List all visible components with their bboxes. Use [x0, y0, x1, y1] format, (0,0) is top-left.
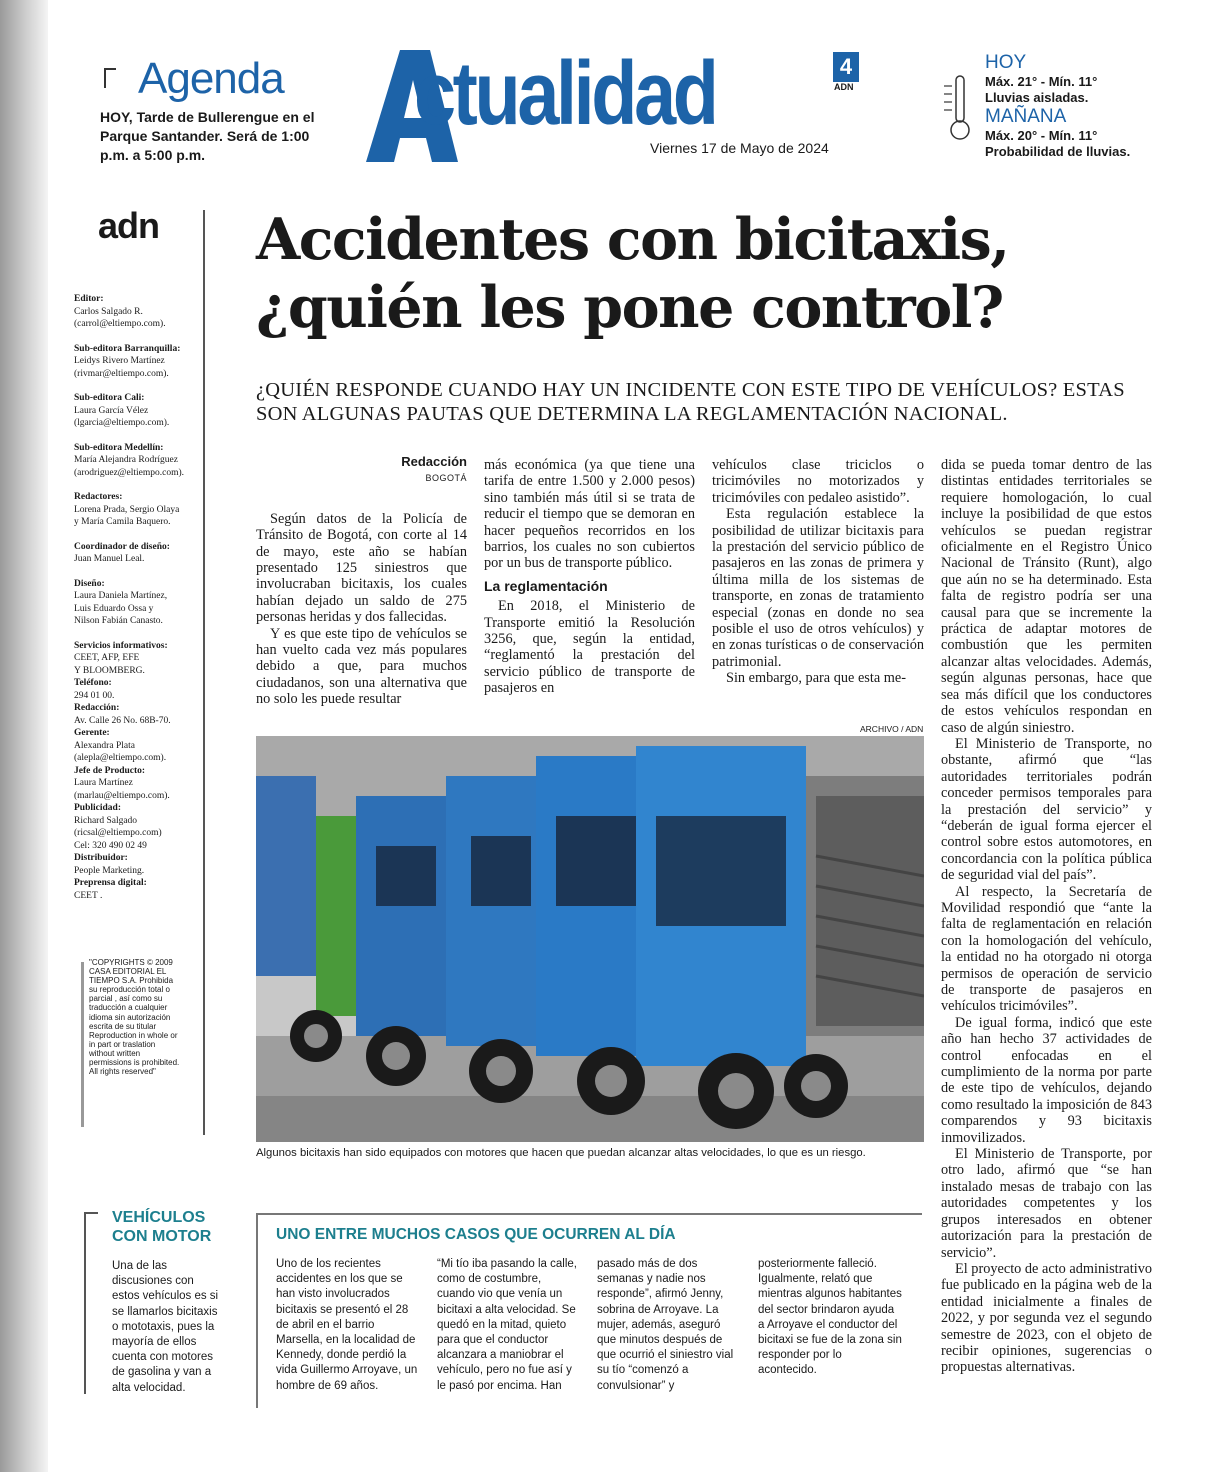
byline: [256, 454, 467, 487]
paragraph: De igual forma, indicó que este año han hecho 37 actividades de control enfocadas en el cumplimiento de la norma por parte de este tipo de vehículos, dejando como resultado la imposición de 843 comparendos y 93 bicitaxis inmovilizados.: [941, 1014, 1152, 1146]
agenda-text: HOY, Tarde de Bullerengue en el Parque Santander. Será de 1:00 p.m. a 5:00 p.m.: [100, 109, 315, 163]
staff-line: Juan Manuel Leal.: [74, 554, 145, 564]
thermometer-icon: [942, 72, 972, 142]
staff-line: Cel: 320 490 02 49: [74, 840, 147, 851]
staff-label: Distribuidor:: [74, 853, 128, 863]
staff-label: Sub-editora Cali:: [74, 393, 145, 403]
staff-label: Jefe de Producto:: [74, 765, 146, 776]
staff-line: (ricsal@eltiempo.com): [74, 828, 162, 838]
staff-entry: [74, 343, 204, 381]
weather-today-label: HOY: [985, 52, 1027, 73]
headline-line-2: ¿quién les pone control?: [256, 274, 1003, 341]
article-column-2: [484, 457, 695, 697]
staff-label: Servicios informativos:: [74, 640, 168, 651]
copyright-notice: "COPYRIGHTS © 2009 CASA EDITORIAL EL TIEMPO S.A. Prohibida su reproducción total o parcial , así como su traducción a cualquier idioma sin autorización escrita de su titular Reproduction in whole or in part or traslation without written permissions is prohibited. All rights reserved": [89, 958, 180, 1077]
sidebar-title-line-1: VEHÍCULOS: [112, 1209, 206, 1226]
page-number-badge: 4: [833, 52, 859, 82]
byline-location: BOGOTÁ: [425, 473, 467, 484]
staff-line: Nilson Fabián Canasto.: [74, 616, 163, 626]
staff-entry: [74, 802, 204, 852]
staff-line: Alexandra Plata: [74, 740, 135, 751]
staff-entry: [74, 765, 204, 803]
staff-credits: [74, 293, 204, 902]
article-column-3: [712, 457, 924, 687]
adn-logo: adn: [98, 205, 160, 246]
staff-line: (carrol@eltiempo.com).: [74, 319, 166, 329]
staff-label: Sub-editora Barranquilla:: [74, 343, 181, 354]
agenda-bracket: [104, 68, 116, 88]
staff-label: Coordinador de diseño:: [74, 541, 170, 552]
headline-line-1: Accidentes con bicitaxis,: [256, 206, 1009, 273]
sidebar-title-line-2: CON MOTOR: [112, 1228, 212, 1245]
staff-entry: [74, 541, 204, 566]
staff-line: (rivmar@eltiempo.com).: [74, 368, 169, 379]
weather-tomorrow-desc: Probabilidad de lluvias.: [985, 144, 1131, 159]
case-box-column-4: posteriormente falleció. Igualmente, relató que mientras algunos habitantes del sector brindaron ayuda a Arroyave el conductor del bicitaxi se fue de la zona sin responder por lo acontecido.: [758, 1258, 902, 1377]
article-column-4: [941, 457, 1152, 1376]
staff-line: Laura García Vélez: [74, 405, 149, 416]
staff-line: Laura Martínez: [74, 778, 133, 788]
paragraph: Esta regulación establece la posibilidad de utilizar bicitaxis para la prestación del servicio público de pasajeros en las zonas de primera y última milla de los sistemas de transporte, en zonas de tratamiento especial (zonas en donde no sea posible el uso de otros vehículos) y en zonas turísticas o de conservación patrimonial.: [712, 506, 924, 670]
staff-label: Editor:: [74, 294, 104, 304]
staff-entry: [74, 877, 204, 902]
sidebar-title: [112, 1208, 211, 1246]
staff-entry: [74, 392, 204, 430]
staff-line: (marlau@eltiempo.com).: [74, 790, 170, 801]
staff-line: y María Camila Baquero.: [74, 517, 171, 527]
staff-label: Redactores:: [74, 492, 123, 502]
staff-label: Preprensa digital:: [74, 878, 147, 888]
paragraph: Al respecto, la Secretaría de Movilidad respondió que “ante la falta de reglamentación en relación con la homologación del vehículo, la entidad no ha otorgado ni otorga permisos de operación de servicio de transporte de pasajeros en vehículos tricimóviles”.: [941, 883, 1152, 1015]
staff-line: Carlos Salgado R.: [74, 306, 143, 317]
staff-entry: [74, 491, 204, 529]
case-box-title: UNO ENTRE MUCHOS CASOS QUE OCURREN AL DÍA: [276, 1226, 676, 1243]
staff-entry: [74, 442, 204, 480]
staff-entry: [74, 852, 204, 877]
paragraph: Según datos de la Policía de Tránsito de Bogotá, con corte al 14 de mayo, este año se habían presentado 125 siniestros que involucraban bicitaxis, los cuales habían dejado un saldo de 275 personas heridas y dos fallecidas.: [256, 510, 467, 626]
weather-panel: [985, 52, 1185, 160]
case-box-column-3: pasado más de dos semanas y nadie nos responde”, afirmó Jenny, sobrina de Arroyave. La mujer, además, aseguró que minutos después de que ocurrió el siniestro vial su tío “comenzó a convulsionar” y: [597, 1258, 734, 1392]
staff-label: Sub-editora Medellín:: [74, 442, 164, 453]
copyright-bar: [81, 962, 84, 1127]
paragraph: más económica (ya que tiene una tarifa de entre 1.500 y 2.000 pesos) sino también más útil si se trata de reducir el tiempo que se demoran en hacer pequeños recorridos en los barrios, los cuales no son cubiertos por un bus de transporte público.: [484, 457, 695, 572]
staff-entry: [74, 727, 204, 765]
page-spine-shadow: [0, 0, 48, 1472]
staff-label: Gerente:: [74, 728, 110, 738]
weather-tomorrow-temp: Máx. 20° - Mín. 11°: [985, 128, 1098, 143]
staff-line: (alepla@eltiempo.com).: [74, 753, 167, 763]
staff-entry: [74, 702, 204, 727]
staff-line: Av. Calle 26 No. 68B-70.: [74, 715, 171, 726]
paragraph: El proyecto de acto administrativo fue publicado en la página web de la entidad inicialmente a finales de 2022, y por segunda vez el segundo semestre de 2023, con el objeto de recibir opiniones, sugerencias o propuestas alternativas.: [941, 1260, 1152, 1376]
staff-entry: [74, 578, 204, 628]
paragraph: dida se pueda tomar dentro de las distintas entidades territoriales se requiere homologación, lo cual incluye la posibilidad de que estos vehículos se puedan registrar oficialmente en el Registro Único Nacional de Tránsito (Runt), algo que aún no se ha determinado. Esta falta de registro podría ser una causal para que se incremente la práctica de adaptar motores de combustión que les permiten alcanzar altas velocidades. Además, según algunas personas, hace que sea más difícil que los conductores de estos vehículos respondan en caso de algún siniestro.: [941, 457, 1152, 736]
staff-line: (arodriguez@eltiempo.com).: [74, 467, 185, 478]
photo-credit: ARCHIVO / ADN: [860, 724, 924, 734]
bicitaxi-illustration: [256, 736, 924, 1142]
weather-tomorrow-label: MAÑANA: [985, 106, 1067, 127]
staff-entry: [74, 677, 204, 702]
byline-author: Redacción: [401, 454, 467, 469]
staff-entry: [74, 640, 204, 678]
staff-line: Luis Eduardo Ossa y: [74, 603, 154, 614]
paragraph: En 2018, el Ministerio de Transporte emitió la Resolución 3256, que, según la entidad, “reglamentó la prestación del servicio público de transporte de pasajeros en: [484, 598, 695, 697]
section-heading: La reglamentación: [484, 577, 608, 594]
staff-label: Diseño:: [74, 578, 105, 589]
case-box-column-2: “Mi tío iba pasando la calle, como de costumbre, cuando vio que venía un bicitaxi a alta velocidad. Se quedó en la mitad, quieto para que el conductor alcanzara a maniobrar el vehículo, pero no fue así y le pasó por encima. Han: [437, 1258, 577, 1392]
staff-line: Richard Salgado: [74, 815, 138, 826]
staff-line: 294 01 00.: [74, 690, 115, 701]
paragraph: Sin embargo, para que esta me-: [726, 670, 906, 687]
paragraph: vehículos clase triciclos o tricimóviles no motorizados y tricimóviles con pedaleo asistido”.: [712, 457, 924, 506]
staff-line: CEET, AFP, EFE: [74, 653, 140, 663]
weather-today-temp: Máx. 21° - Mín. 11°: [985, 74, 1098, 89]
sidebar-bracket: [84, 1212, 98, 1394]
paragraph: El Ministerio de Transporte, no obstante, afirmó que “las autoridades territoriales podrán conceder permisos temporales para la prestación del servicio” y “deberán de igual forma ejercer el control sobre estos automotores, en concordancia con la política pública de seguridad vial del país”.: [941, 735, 1152, 884]
brand-small: ADN: [834, 82, 854, 92]
weather-today-desc: Lluvias aisladas.: [985, 90, 1089, 105]
staff-label: Publicidad:: [74, 803, 121, 813]
staff-line: People Marketing.: [74, 865, 145, 876]
case-box-column-1: Uno de los recientes accidentes en los que se han visto involucrados bicitaxis se presentó el 28 de abril en el barrio Marsella, en la localidad de Kennedy, donde perdió la vida Guillermo Arroyave, un hombre de 69 años.: [276, 1258, 418, 1392]
staff-line: Lorena Prada, Sergio Olaya: [74, 504, 180, 515]
staff-label: Teléfono:: [74, 678, 112, 688]
agenda-title: Agenda: [138, 54, 284, 103]
staff-line: (lgarcia@eltiempo.com).: [74, 418, 170, 428]
sidebar-text: Una de las discusiones con estos vehículos es si se llamarlos bicitaxis o mototaxis, pues la mayoría de ellos cuenta con motores de gasolina y van a alta velocidad.: [112, 1260, 219, 1394]
staff-entry: [74, 293, 204, 331]
photo-caption: Algunos bicitaxis han sido equipados con motores que hacen que puedan alcanzar altas velocidades, lo que es un riesgo.: [256, 1147, 866, 1159]
section-title: ctualidad: [414, 44, 716, 144]
staff-line: Laura Daniela Martínez,: [74, 591, 168, 601]
paragraph: El Ministerio de Transporte, por otro lado, afirmó que “se han instalado mesas de trabajo con las autoridades competentes y los grupos interesados en obtener autorización para la prestación de servicio”.: [941, 1146, 1152, 1261]
issue-date: Viernes 17 de Mayo de 2024: [650, 140, 829, 156]
staff-label: Redacción:: [74, 703, 120, 713]
staff-line: Y BLOOMBERG.: [74, 665, 145, 676]
bicitaxi-photo: [256, 736, 924, 1142]
staff-line: María Alejandra Rodríguez: [74, 455, 178, 465]
staff-line: Leidys Rivero Martínez: [74, 356, 165, 366]
staff-line: CEET .: [74, 890, 103, 901]
subheadline: ¿QUIÉN RESPONDE CUANDO HAY UN INCIDENTE CON ESTE TIPO DE VEHÍCULOS? ESTAS SON ALGUNAS PAUTAS QUE DETERMINA LA REGLAMENTACIÓN NACIONAL.: [256, 379, 1125, 425]
article-column-1: [256, 454, 467, 708]
paragraph: Y es que este tipo de vehículos se han vuelto cada vez más populares debido a que, para muchos ciudadanos, son una alternativa que no solo les puede resultar: [256, 625, 467, 708]
headline: [256, 206, 1136, 342]
